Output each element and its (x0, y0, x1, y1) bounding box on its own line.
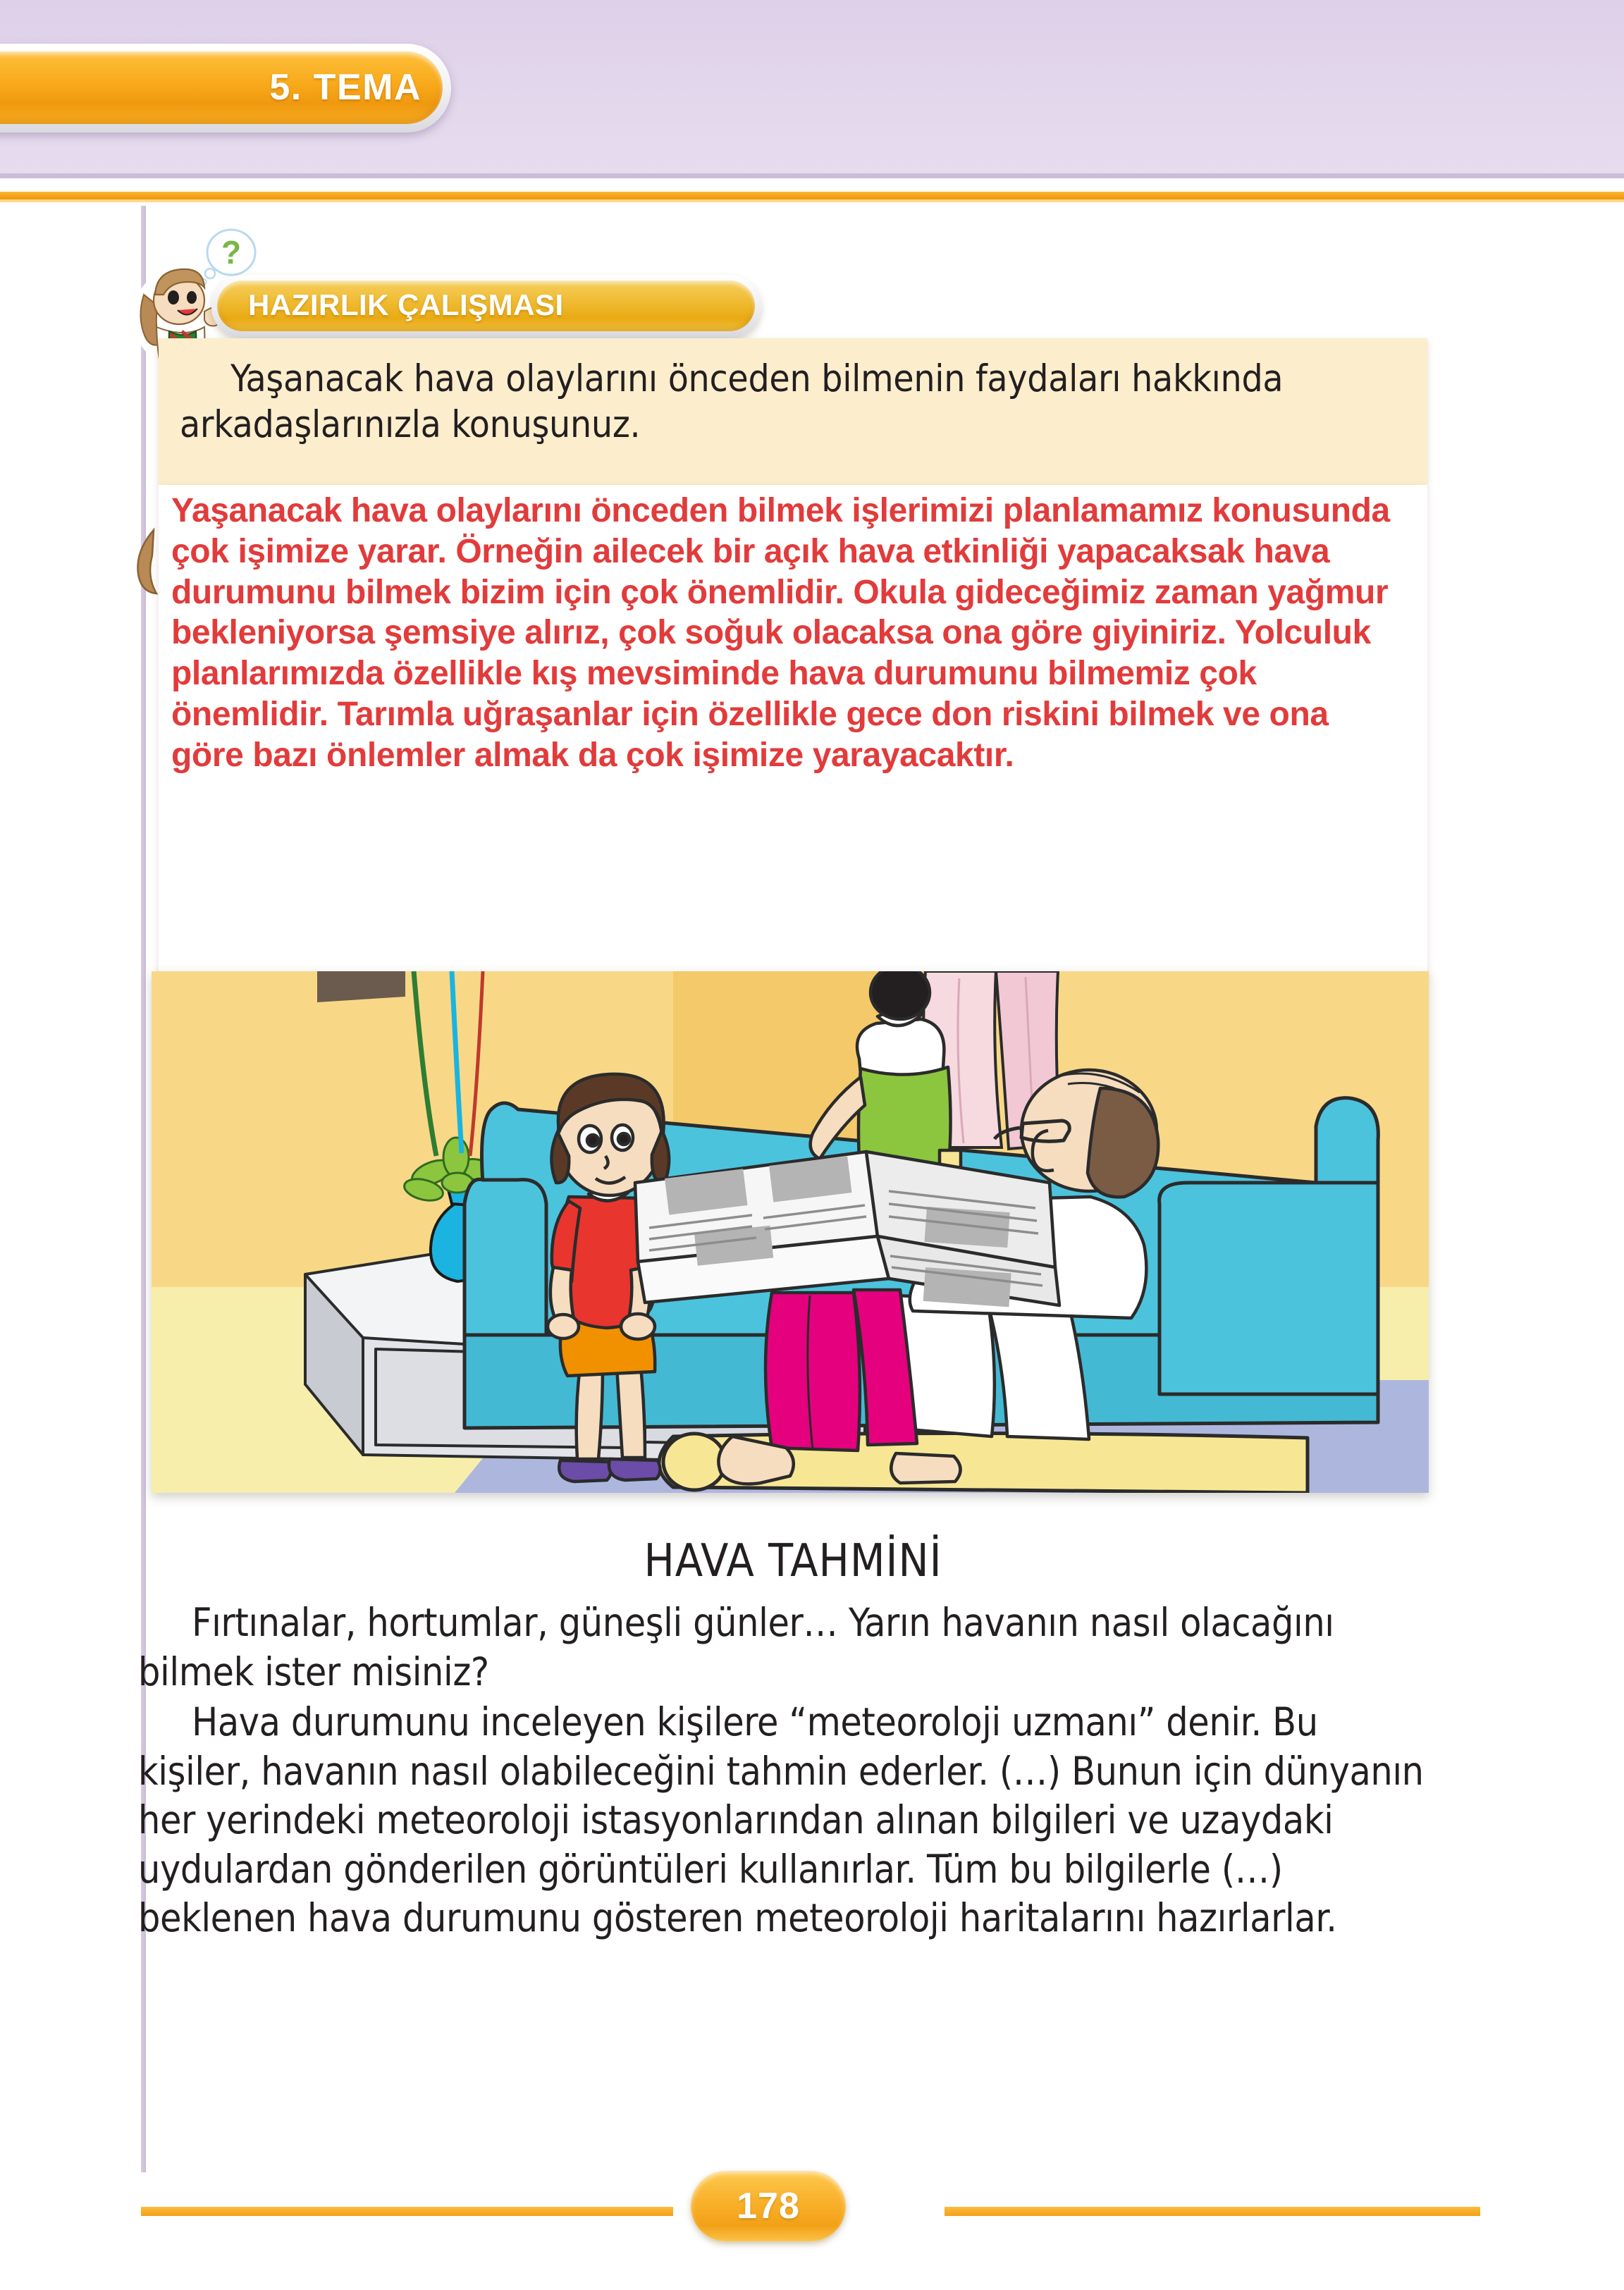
header-orange-rule-highlight (0, 199, 1624, 202)
passage-paragraph-1: Fırtınalar, hortumlar, güneşli günler… Yarın havanın nasıl olacağını bilmek ister misiniz? (138, 1600, 1334, 1694)
footer-rule-left (141, 2207, 673, 2216)
footer-rule-right (945, 2207, 1480, 2216)
student-answer-card (159, 485, 1427, 978)
page-number: 178 (737, 2186, 800, 2227)
header-orange-rule (0, 192, 1624, 199)
instruction-text: Yaşanacak hava olaylarını önceden bilmenin faydaları hakkında arkadaşlarınızla konuşunuz. (180, 357, 1284, 446)
passage-title: HAVA TAHMİNİ (644, 1535, 942, 1587)
preparation-banner-label: HAZIRLIK ÇALIŞMASI (248, 288, 564, 322)
svg-text:?: ? (221, 234, 242, 271)
instruction-box (159, 338, 1427, 485)
living-room-illustration (152, 971, 1429, 1493)
passage-body (138, 1599, 1432, 1945)
page-number-badge (691, 2171, 846, 2241)
theme-label: 5. TEMA (269, 66, 422, 108)
student-answer-text: Yaşanacak hava olaylarını önceden bilmek işlerimizi planlamamız konusunda çok işimize yarar. Örneğin ailecek bir açık hava etkinliği yapacaksak hava durumunu bilmek bizim için çok önemlidir. Okula gideceğimiz zaman yağmur bekleniyorsa şemsiye alırız, çok soğuk olacaksa ona göre giyiniriz. Yolculuk planlarımızda özellikle kış mevsiminde hava durumunu bilmemiz çok önemlidir. Tarımla uğraşanlar için özellikle gece don riskini bilmek ve ona göre bazı önlemler almak da çok işimize yarayacaktır. (171, 492, 1390, 774)
passage-paragraph-2: Hava durumunu inceleyen kişilere “meteoroloji uzmanı” denir. Bu kişiler, havanın nasıl olabileceğini tahmin ederler. (…) Bunun için dünyanın her yerindeki meteoroloji istasyonlarından alınan bilgileri ve uzaydaki uydulardan gönderilen görüntüleri kullanırlar. Tüm bu bilgilerle (…) beklenen hava durumunu gösteren meteoroloji haritalarını hazırlarlar. (138, 1699, 1424, 1941)
theme-badge (0, 44, 451, 133)
preparation-banner (211, 275, 761, 338)
